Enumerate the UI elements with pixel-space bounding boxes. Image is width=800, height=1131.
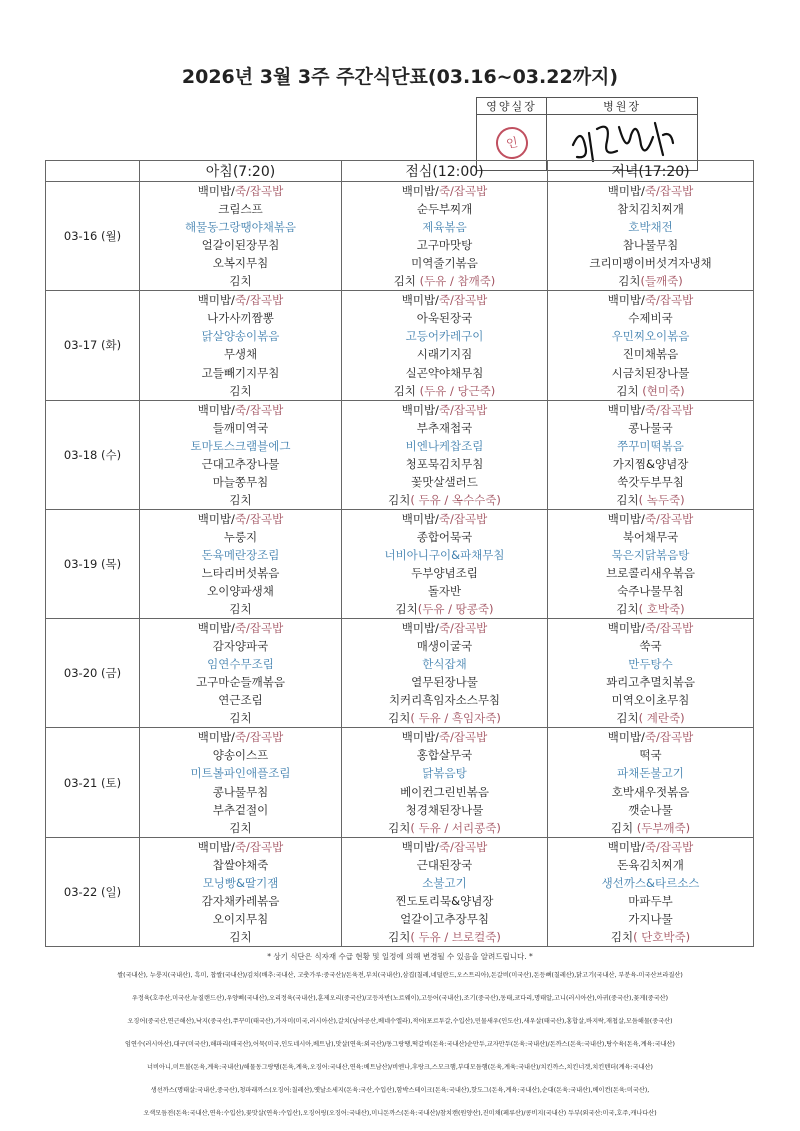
menu-item: 쭈꾸미떡볶음 [617,438,684,453]
menu-day-row [46,400,754,509]
menu-cell-breakfast [140,291,342,400]
menu-item: 고들빼기지무침 [201,365,280,380]
menu-item: 부추재첩국 [416,420,473,435]
menu-item: 오복지무침 [212,256,269,271]
menu-item: 해물동그랑땡야채볶음 [184,220,297,235]
menu-item: 백미밥/죽/잡곡밥 [401,730,488,745]
menu-item: 마파두부 [628,893,673,908]
menu-item: 감자채카레볶음 [201,893,280,908]
menu-item: 실곤약야채무침 [405,365,484,380]
menu-item: 한식잡채 [422,657,467,672]
menu-item: 너비아니구이&파채무침 [384,547,505,562]
menu-item: 김치 (두유 / 참깨죽) [393,274,496,289]
menu-cell-breakfast [140,619,342,728]
menu-item: 백미밥/죽/잡곡밥 [197,730,284,745]
menu-item: 김치( 두유 / 옥수수죽) [388,492,501,507]
menu-item: 북어채무국 [622,529,679,544]
menu-cell-breakfast [140,182,342,291]
menu-item: 찹쌀야채죽 [212,857,269,872]
menu-item: 토마토스크램블에그 [190,438,291,453]
menu-cell-lunch [342,728,548,837]
menu-item: 가지찜&양념장 [612,456,689,471]
menu-item: 백미밥/죽/잡곡밥 [401,402,488,417]
menu-item: 백미밥/죽/잡곡밥 [401,184,488,199]
menu-item: 꽃맛살샐러드 [411,474,478,489]
menu-cell-dinner [548,619,754,728]
menu-item: 청포묵김치무침 [405,456,484,471]
menu-cell-lunch [342,509,548,618]
menu-item: 오이양파생채 [207,584,274,599]
menu-date: 03-18 (수) [46,400,140,509]
menu-item: 돌자반 [427,584,462,599]
origin-line: 쌀(국내산), 누룽지(국내산), 흑미, 찹쌀(국내산)/김치(배추:국내산, 고춧가루:중국산)/돈육전,부치(국내산),삼겹(칠레,네덜란드,오스트리아),돈갈비(미국산),돈등뼈(칠레산),닭고기(국내산, 부분육-미국산브라질산) [117,972,683,979]
menu-item: 청경채된장나물 [405,802,484,817]
menu-item: 수제비국 [628,311,673,326]
menu-cell-lunch [342,837,548,946]
menu-item: 얼갈이고추장무침 [400,911,489,926]
menu-item: 묵은지닭볶음탕 [611,547,690,562]
menu-item: 매생이굴국 [416,639,473,654]
menu-item: 백미밥/죽/잡곡밥 [607,511,694,526]
menu-item: 크리미팽이버섯겨자냉채 [589,256,712,271]
approval-label-director: 병원장 [547,98,698,115]
menu-item: 베이컨그린빈볶음 [400,784,489,799]
menu-item: 근대고추장나물 [201,456,280,471]
menu-date: 03-16 (월) [46,182,140,291]
approval-label-nutrition: 영양실장 [477,98,547,115]
menu-day-row [46,619,754,728]
menu-item: 김치(들깨죽) [618,274,683,289]
menu-cell-breakfast [140,400,342,509]
menu-item: 김치( 두유 / 흑임자죽) [388,711,501,726]
menu-date: 03-21 (토) [46,728,140,837]
menu-item: 홍합살무국 [416,748,473,763]
menu-item: 파채돈불고기 [617,766,684,781]
menu-item: 느타리버섯볶음 [201,565,280,580]
weekly-menu-table [45,160,754,947]
menu-item: 백미밥/죽/잡곡밥 [197,511,284,526]
menu-item: 백미밥/죽/잡곡밥 [197,839,284,854]
menu-item: 김치 [229,820,252,835]
menu-item: 고구마순들깨볶음 [196,675,285,690]
menu-item: 김치 [229,492,252,507]
menu-item: 브로콜리새우볶음 [606,565,695,580]
menu-item: 돈육김치찌개 [617,857,684,872]
menu-item: 돈육메란장조림 [201,547,280,562]
menu-cell-lunch [342,291,548,400]
menu-item: 두부양념조림 [411,565,478,580]
menu-item: 치커리흑임자소스무침 [388,693,501,708]
menu-item: 종합어묵국 [416,529,473,544]
menu-item: 양송이스프 [212,748,269,763]
menu-item: 김치 [229,383,252,398]
menu-item: 김치( 두유 / 브로컬죽) [388,929,501,944]
menu-item: 김치 (두부깨죽) [610,820,691,835]
menu-cell-dinner [548,182,754,291]
menu-item: 김치( 계란죽) [616,711,685,726]
menu-item: 백미밥/죽/잡곡밥 [401,839,488,854]
menu-day-row [46,728,754,837]
menu-item: 우민찌오이볶음 [611,329,690,344]
menu-item: 부추겉절이 [212,802,269,817]
menu-item: 김치 [229,274,252,289]
menu-item: 백미밥/죽/잡곡밥 [401,621,488,636]
menu-item: 참치김치찌개 [617,202,684,217]
menu-date: 03-20 (금) [46,619,140,728]
header-lunch: 점심(12:00) [342,161,548,182]
menu-item: 소불고기 [422,875,467,890]
menu-item: 누룽지 [223,529,258,544]
menu-cell-dinner [548,728,754,837]
menu-cell-dinner [548,400,754,509]
menu-item: 깻순나물 [628,802,673,817]
menu-item: 백미밥/죽/잡곡밥 [197,402,284,417]
menu-item: 고구마맛탕 [416,238,473,253]
menu-item: 미역줄기볶음 [411,256,478,271]
menu-item: 시래기지짐 [416,347,473,362]
menu-day-row [46,509,754,618]
menu-cell-dinner [548,837,754,946]
menu-item: 찐도토리묵&양념장 [395,893,494,908]
menu-item: 김치( 단호박죽) [610,929,691,944]
change-notice: * 상기 식단은 식자재 수급 현황 및 일정에 의해 변경될 수 있음을 알려드립니다. * [267,952,533,961]
menu-item: 김치 [229,602,252,617]
menu-item: 백미밥/죽/잡곡밥 [197,621,284,636]
menu-item: 닭살양송이볶음 [201,329,280,344]
menu-item: 참나물무침 [622,238,679,253]
page-title: 2026년 3월 3주 주간식단표(03.16~03.22까지) [181,66,619,88]
menu-item: 김치(두유 / 땅콩죽) [395,602,494,617]
origin-info [50,964,750,1125]
header-dinner: 저녁(17:20) [548,161,754,182]
menu-item: 백미밥/죽/잡곡밥 [607,839,694,854]
menu-item: 들깨미역국 [212,420,269,435]
menu-item: 연근조림 [218,693,263,708]
menu-cell-dinner [548,509,754,618]
menu-cell-breakfast [140,728,342,837]
origin-line: 생선까스(명태살:국내산,중국산),청파래까스(오징어:칠레산),옛날소세지(돈육:국산,수입산),함박스테이크(돈육:국내산),핫도그(돈육,계육:국내산),순대(돈육:국내산),베이컨(돈육:미국산), [150,1087,650,1094]
menu-item: 김치 (현미죽) [616,383,685,398]
menu-item: 생선까스&타르소스 [601,875,700,890]
menu-item: 김치 (두유 / 당근죽) [393,383,496,398]
origin-line: 임연수(러시아산),대구(미국산),해파리(태국산),어묵(미국,인도네시아,베트남),맛살(연육:외국산)/동그랑땡,떡갈비(돈육:국내산)순만두,교자만두(돈육:국내산)/돈까스(돈육:국내산),탕수육(돈육,계육:국내산) [125,1041,675,1048]
menu-item: 임연수무조림 [207,657,274,672]
menu-cell-dinner [548,291,754,400]
menu-item: 호박채전 [628,220,673,235]
menu-item: 콩나물국 [628,420,673,435]
menu-item: 근대된장국 [416,857,473,872]
menu-item: 쑥갓두부무침 [617,474,684,489]
menu-item: 순두부찌개 [416,202,473,217]
menu-cell-breakfast [140,509,342,618]
menu-day-row [46,837,754,946]
menu-cell-lunch [342,182,548,291]
menu-item: 백미밥/죽/잡곡밥 [197,293,284,308]
menu-item: 백미밥/죽/잡곡밥 [401,293,488,308]
menu-item: 고등어카레구이 [405,329,484,344]
menu-item: 김치 [229,711,252,726]
menu-item: 백미밥/죽/잡곡밥 [607,184,694,199]
menu-item: 떡국 [639,748,662,763]
menu-item: 미역오이초무침 [611,693,690,708]
menu-item: 김치( 두유 / 서리콩죽) [388,820,501,835]
menu-item: 김치 [229,929,252,944]
menu-item: 숙주나물무침 [617,584,684,599]
menu-item: 만두탕수 [628,657,673,672]
menu-item: 백미밥/죽/잡곡밥 [197,184,284,199]
menu-item: 무생채 [223,347,258,362]
menu-item: 미트볼파인애플조림 [190,766,291,781]
menu-item: 모닝빵&딸기잼 [202,875,279,890]
menu-item: 콩나물무침 [212,784,269,799]
menu-item: 백미밥/죽/잡곡밥 [607,402,694,417]
menu-item: 호박새우젓볶음 [611,784,690,799]
origin-line: 오징어(중국산,연근해산),낙지(중국산),쭈꾸미(태국산),가자미(미국,러시아산),갈치(남아공산,베네수엘라),적어(포르투갈,수입산),민물새우(인도산),새우살(태국산),홍합살,바지락,재첩살,모듬해물(중국산) [127,1018,673,1025]
menu-cell-lunch [342,619,548,728]
menu-item: 백미밥/죽/잡곡밥 [401,511,488,526]
menu-item: 마늘쫑무침 [212,474,269,489]
menu-item: 제육볶음 [422,220,467,235]
menu-item: 김치( 호박죽) [616,602,685,617]
menu-item: 감자양파국 [212,639,269,654]
menu-item: 백미밥/죽/잡곡밥 [607,621,694,636]
menu-item: 비엔나케찹조림 [405,438,484,453]
menu-item: 쑥국 [639,639,662,654]
menu-item: 백미밥/죽/잡곡밥 [607,730,694,745]
menu-item: 꽈리고추멸치볶음 [606,675,695,690]
origin-line: 너비아니,미트볼(돈육,계육:국내산)/해물동그랑땡(돈육,계육,오징어:국내산,연육:베트남산)/비엔나,후랑크,스모크햄,부대모듬햄(돈육,계육:국내산)/치킨까스,치킨너겟,치킨텐더(계육:국내산) [147,1064,653,1071]
menu-date: 03-22 (일) [46,837,140,946]
menu-item: 진미채볶음 [622,347,679,362]
menu-item: 얼갈이된장무침 [201,238,280,253]
header-breakfast: 아침(7:20) [140,161,342,182]
menu-day-row [46,182,754,291]
menu-item: 김치( 녹두죽) [616,492,685,507]
header-date [46,161,140,182]
menu-item: 나가사끼짬뽕 [207,311,274,326]
menu-item: 시금치된장나물 [611,365,690,380]
menu-cell-breakfast [140,837,342,946]
menu-item: 백미밥/죽/잡곡밥 [607,293,694,308]
menu-item: 아욱된장국 [416,311,473,326]
menu-header-row [46,161,754,182]
menu-item: 크림스프 [218,202,263,217]
menu-day-row [46,291,754,400]
menu-date: 03-19 (목) [46,509,140,618]
menu-item: 가지나물 [628,911,673,926]
menu-date: 03-17 (화) [46,291,140,400]
menu-item: 열무된장나물 [411,675,478,690]
menu-item: 오이지무침 [212,911,269,926]
origin-line: 우정육(호주산,미국산,뉴질랜드산),우양삐(국내산),오리정육(국내산),훈제오리(중국산)/고등자반(노르웨이),고등어(국내산),조기(중국산),동태,코다리,명태알,고니(러시아산),아귀(중국산),꽃게(중국산) [131,995,669,1002]
menu-item: 닭볶음탕 [422,766,467,781]
seal-stamp-icon: 인 [493,124,530,161]
origin-line: 오색모듬전(돈육:국내산,연육:수입산),꽃맛살(연육:수입산),오징어링(오징어:국내산),미니돈까스(돈육:국내산)/참치캔(원양산),진미채(페루산)/콩비지(국내산) 두부(외국산:미국,호주,캐나다산) [143,1110,657,1117]
menu-cell-lunch [342,400,548,509]
